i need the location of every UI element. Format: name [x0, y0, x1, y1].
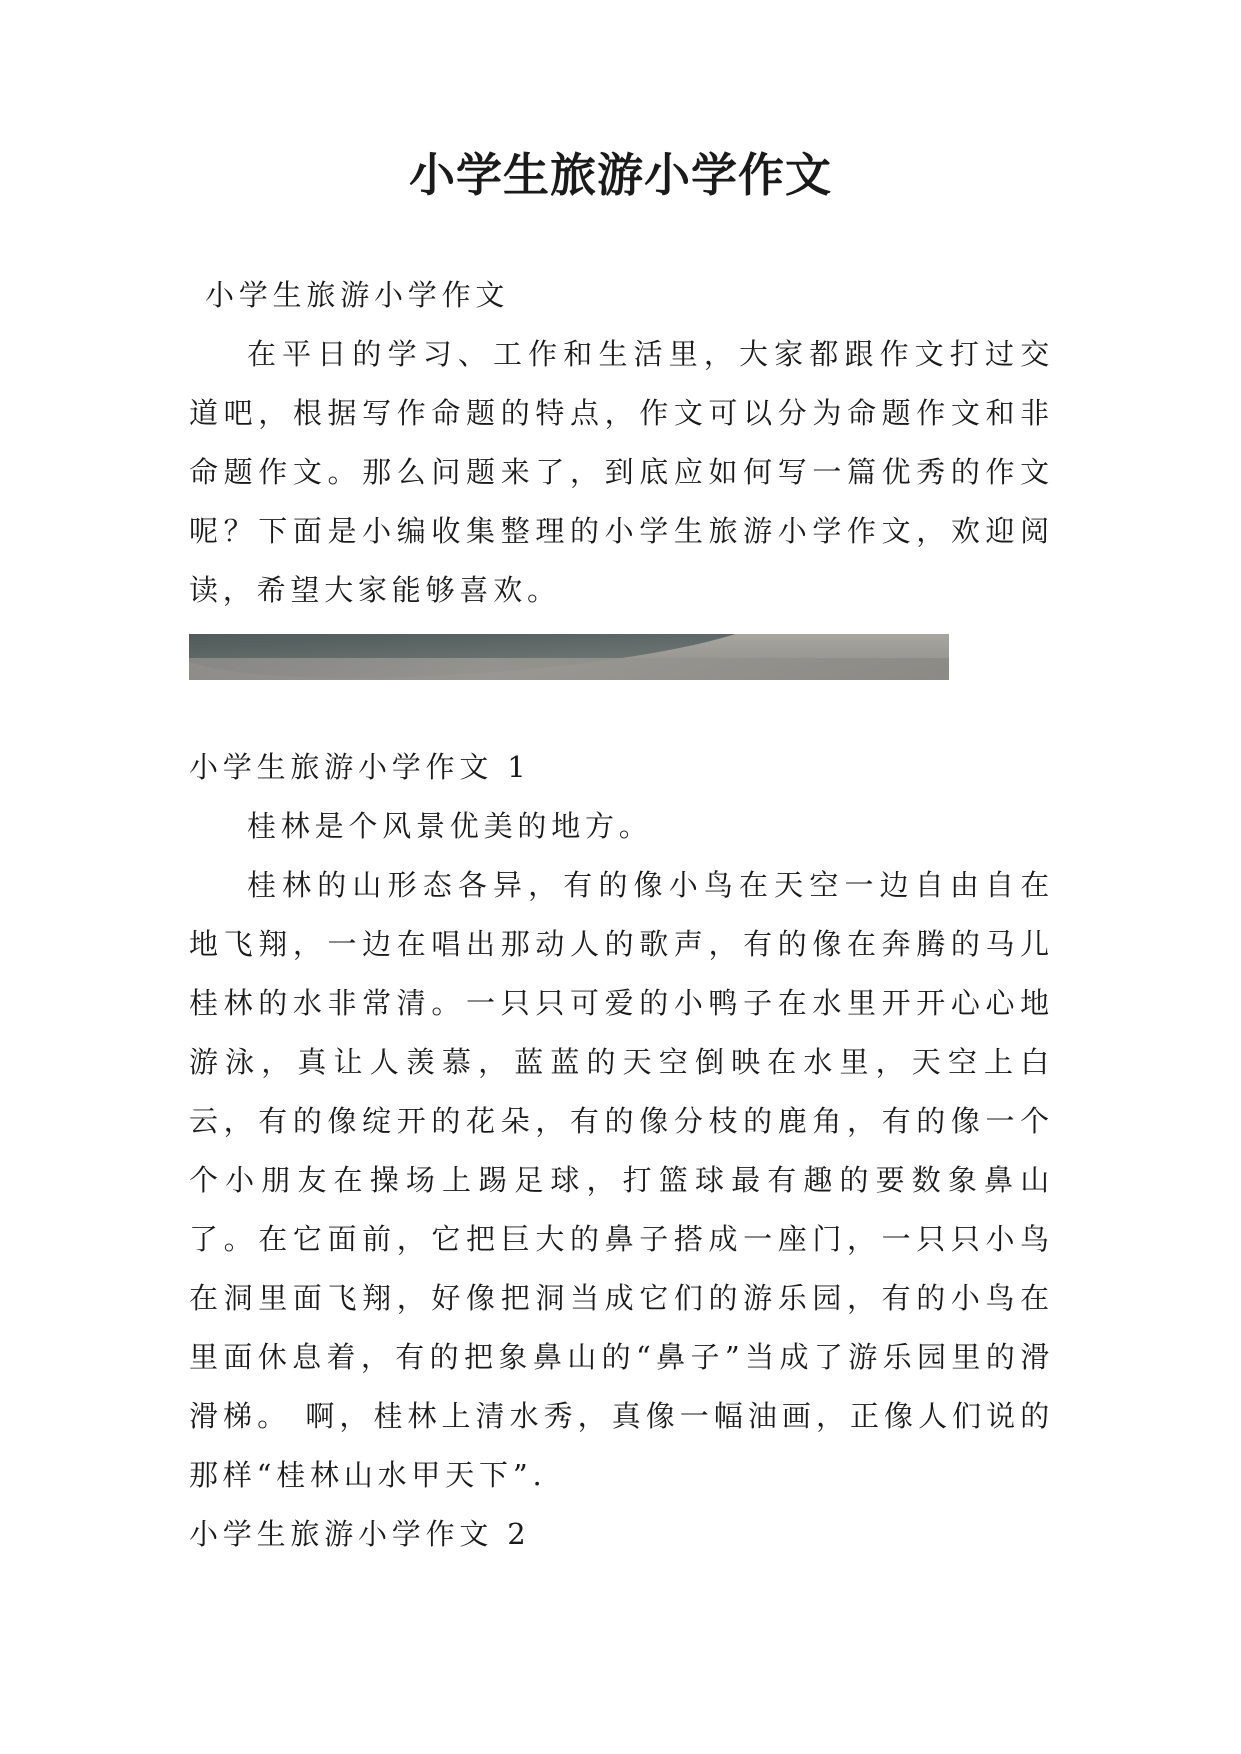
essay-1-paragraph-1: 桂林是个风景优美的地方。	[247, 809, 653, 843]
photo-ground	[189, 658, 949, 680]
essay-1-heading: 小学生旅游小学作文 1	[189, 750, 531, 784]
document-title: 小学生旅游小学作文	[409, 148, 832, 202]
intro-paragraph: 在平日的学习、工作和生活里，大家都跟作文打过交道吧，根据写作命题的特点，作文可以分为命题作文和非命题作文。那么问题来了，到底应如何写一篇优秀的作文呢？下面是小编收集整理的小学生旅游小学作文，欢迎阅读，希望大家能够喜欢。	[189, 337, 1054, 607]
document-subtitle: 小学生旅游小学作文	[205, 278, 510, 312]
intro-section	[189, 266, 1054, 620]
photo-image	[189, 634, 949, 680]
essay-2-heading: 小学生旅游小学作文 2	[189, 1517, 531, 1551]
essay-1-section	[189, 738, 1054, 1564]
essay-1-paragraph-2: 桂林的山形态各异，有的像小鸟在天空一边自由自在地飞翔，一边在唱出那动人的歌声，有的像在奔腾的马儿桂林的水非常清。一只只可爱的小鸭子在水里开开心心地游泳，真让人羡慕，蓝蓝的天空倒映在水里，天空上白云，有的像绽开的花朵，有的像分枝的鹿角，有的像一个个小朋友在操场上踢足球，打篮球最有趣的要数象鼻山了。在它面前，它把巨大的鼻子搭成一座门，一只只小鸟在洞里面飞翔，好像把洞当成它们的游乐园，有的小鸟在里面休息着，有的把象鼻山的“鼻子”当成了游乐园里的滑滑梯。 啊，桂林上清水秀，真像一幅油画，正像人们说的那样“桂林山水甲天下”.	[189, 868, 1054, 1492]
